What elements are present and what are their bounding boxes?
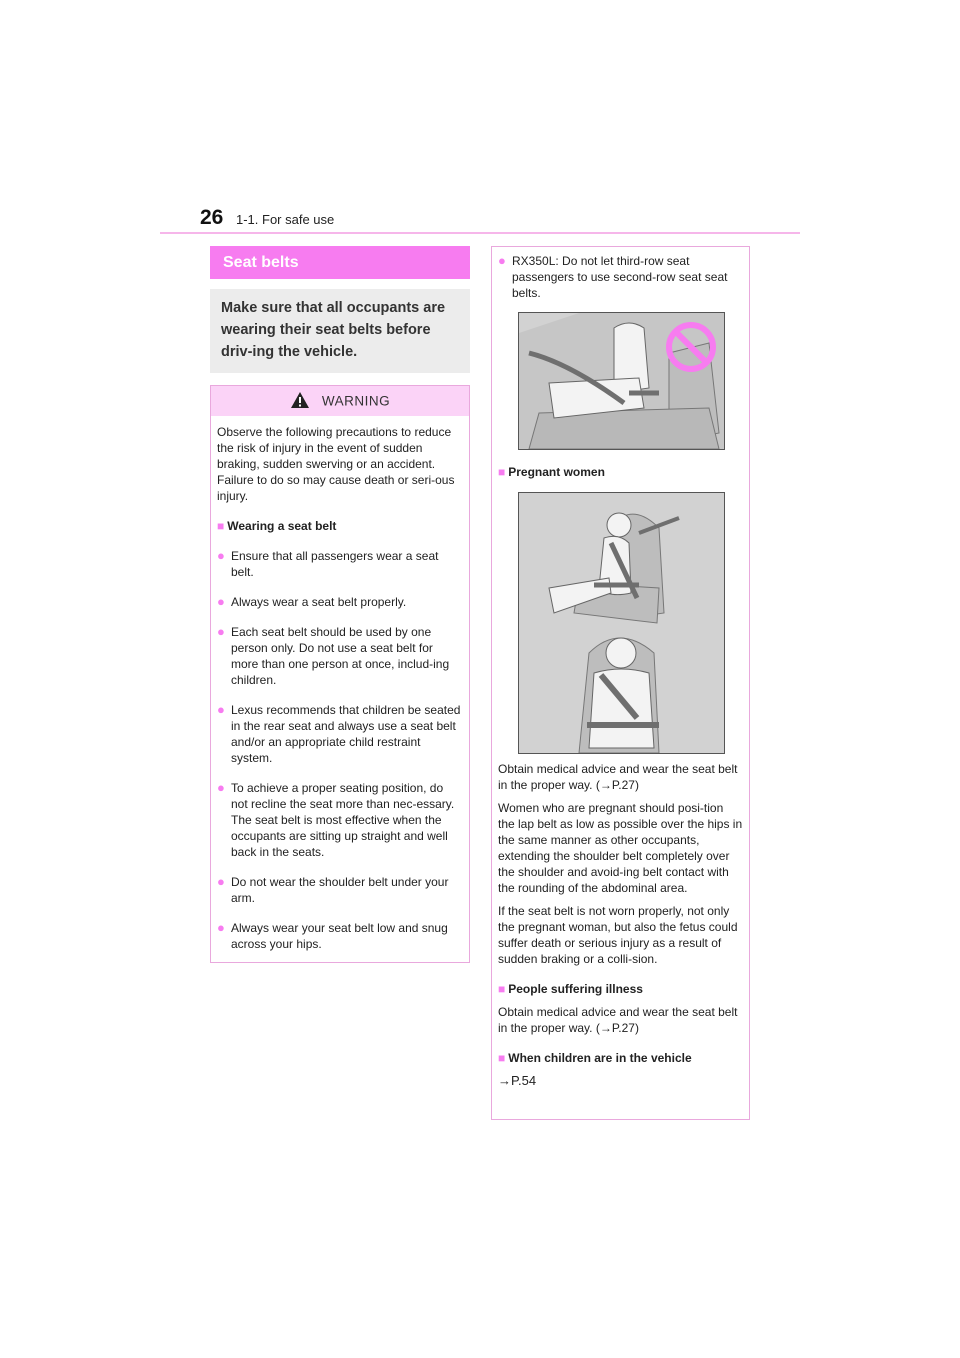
bullet-item: ● To achieve a proper seating position, do not recline the seat more than nec-essary. The seat belt is most effective when the occupants are sitting up straight and well back in the seats.	[217, 780, 455, 859]
dot-bullet-icon: ●	[217, 874, 225, 889]
header-rule	[160, 232, 800, 234]
seat-illustration	[519, 313, 724, 449]
bullet-item-rx350l: ● RX350L: Do not let third-row seat passengers to use second-row seat seat belts.	[498, 253, 728, 300]
right-column-warning-continued	[491, 246, 750, 1120]
warning-intro-line: Failure to do so may cause death or seri-ous injury.	[217, 473, 455, 503]
bullet-item: ● Ensure that all passengers wear a seat belt.	[217, 548, 439, 579]
pregnant-paragraph: Obtain medical advice and wear the seat belt in the proper way. (→P.27)	[498, 762, 738, 792]
dot-bullet-icon: ●	[217, 624, 225, 639]
bullet-item: ● Always wear a seat belt properly.	[217, 594, 407, 609]
section-title: 1-1. For safe use	[236, 212, 335, 227]
square-bullet-icon: ■	[498, 1051, 506, 1065]
illness-paragraph: Obtain medical advice and wear the seat belt in the proper way. (→P.27)	[498, 1005, 738, 1035]
dot-bullet-icon: ●	[217, 594, 225, 609]
children-page-reference[interactable]: →P.54	[498, 1073, 537, 1088]
left-column	[210, 246, 470, 963]
square-bullet-icon: ■	[498, 465, 506, 479]
subheading-illness: ■ People suffering illness	[498, 982, 643, 996]
bullet-item: ● Do not wear the shoulder belt under your arm.	[217, 874, 449, 905]
dot-bullet-icon: ●	[217, 920, 225, 935]
pregnant-women-illustration	[518, 492, 725, 754]
section-banner: Seat belts	[210, 246, 470, 279]
bullet-item: ● Always wear your seat belt low and snug across your hips.	[217, 920, 448, 951]
dot-bullet-icon: ●	[498, 253, 506, 268]
subheading-children: ■ When children are in the vehicle	[498, 1051, 692, 1065]
warning-title: WARNING	[321, 393, 391, 409]
warning-header	[211, 386, 469, 416]
warning-box	[210, 385, 470, 963]
warning-intro	[217, 424, 463, 504]
pregnant-seat-illustration	[519, 493, 724, 753]
warning-icon	[290, 391, 310, 409]
page-number: 26	[200, 206, 224, 229]
bullet-item: ● Lexus recommends that children be seated in the rear seat and always use a seat belt and/or an appropriate child restraint system.	[217, 702, 461, 765]
square-bullet-icon: ■	[217, 519, 225, 533]
subheading-pregnant-women: ■ Pregnant women	[498, 465, 605, 479]
pregnant-paragraph: If the seat belt is not worn properly, not only the pregnant woman, but also the fetus could suffer death or serious injury as a result of sudden braking or a colli-sion.	[498, 904, 738, 966]
dot-bullet-icon: ●	[217, 702, 225, 717]
square-bullet-icon: ■	[498, 982, 506, 996]
third-row-seat-belt-illustration	[518, 312, 725, 450]
subheading-wearing-seat-belt: ■ Wearing a seat belt	[217, 519, 337, 533]
bullet-item: ● Each seat belt should be used by one person only. Do not use a seat belt for more than one person at once, includ-ing children.	[217, 624, 450, 687]
intro-box: Make sure that all occupants are wearing their seat belts before driv-ing the vehicle.	[210, 289, 470, 373]
dot-bullet-icon: ●	[217, 780, 225, 795]
dot-bullet-icon: ●	[217, 548, 225, 563]
pregnant-paragraph: Women who are pregnant should posi-tion the lap belt as low as possible over the hips in the same manner as other occupants, extending the shoulder belt completely over the shoulder and avoid-ing belt contact with the rounding of the abdominal area.	[498, 801, 743, 895]
warning-intro-line: Observe the following precautions to reduce the risk of injury in the event of sudden braking, sudden swerving or an accident.	[217, 425, 452, 471]
